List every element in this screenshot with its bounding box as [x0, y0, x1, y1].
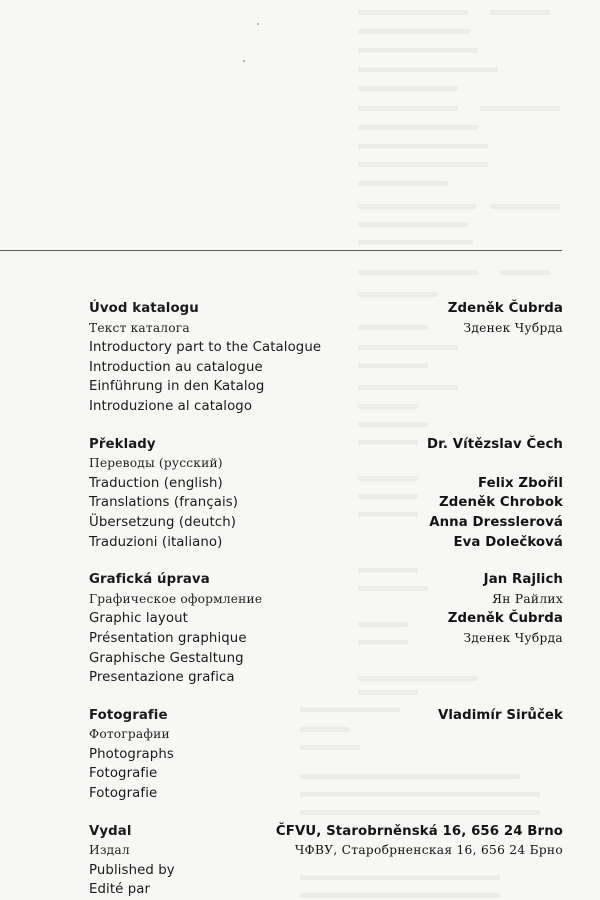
role-label-english: Published by [89, 862, 175, 878]
role-label-russian: Издал [89, 843, 130, 858]
credits-section-publisher [89, 822, 563, 900]
role-label-german: Fotografie [89, 766, 158, 782]
credit-name-cyrillic: Зденек Чубрда [463, 630, 563, 645]
credit-name: Eva Dolečková [453, 534, 563, 550]
section-heading: Úvod katalogu [89, 301, 199, 316]
credit-name: Felix Zbořil [477, 475, 563, 491]
credit-name: Anna Dresslerová [429, 514, 563, 530]
horizontal-divider [0, 250, 562, 251]
credits-section-photographs [89, 706, 563, 804]
credit-name: Zdeněk Čubrda [447, 611, 563, 627]
role-label-russian: Переводы (русский) [89, 456, 223, 471]
role-label-russian: Графическое оформление [89, 591, 263, 606]
role-label-german: Übersetzung (deutch) [89, 514, 237, 530]
section-heading: Fotografie [89, 707, 168, 723]
credit-name: Vladimír Sirůček [438, 707, 563, 723]
role-label-german: Graphische Gestaltung [89, 650, 244, 666]
role-labels [89, 706, 174, 804]
role-label-french: Translations (français) [89, 495, 239, 511]
role-labels [89, 570, 262, 688]
role-labels [89, 822, 175, 900]
role-label-italian: Introduzione al catalogo [89, 398, 253, 414]
role-label-russian: Фотографии [89, 727, 170, 742]
credits-section-introduction [89, 299, 563, 417]
role-label-italian: Fotografie [89, 786, 158, 802]
role-label-italian: Traduzioni (italiano) [89, 534, 223, 550]
credit-name: Zdeněk Čubrda [447, 301, 563, 316]
publisher-address-latin: ČFVU, Starobrněnská 16, 656 24 Brno [275, 823, 563, 839]
role-label-french: Présentation graphique [89, 630, 247, 646]
credit-names [427, 435, 563, 553]
credits-list [89, 299, 563, 900]
credit-names [448, 299, 563, 338]
credit-names [438, 706, 563, 726]
section-heading: Vydal [89, 823, 132, 839]
role-label-english: Photographs [89, 746, 174, 762]
publisher-address-cyrillic: ЧФВУ, Старобрненская 16, 656 24 Брно [294, 843, 563, 858]
credit-name: Jan Rajlich [483, 572, 563, 588]
role-label-english: Introductory part to the Catalogue [89, 340, 322, 356]
role-label-french: Introduction au catalogue [89, 359, 263, 375]
role-label-russian: Текст каталога [89, 320, 190, 335]
section-heading: Grafická úprava [89, 572, 210, 588]
role-labels [89, 299, 321, 417]
role-label-french: Edité par [89, 882, 151, 898]
role-label-german: Einführung in den Katalog [89, 379, 265, 395]
credit-name: Dr. Vítězslav Čech [426, 436, 563, 452]
role-label-english: Traduction (english) [89, 475, 223, 491]
credit-name-cyrillic: Зденек Чубрда [463, 320, 563, 335]
credits-section-translations [89, 435, 563, 553]
credit-name-cyrillic: Ян Райлих [492, 591, 563, 606]
section-heading: Překlady [89, 436, 156, 452]
credit-name: Zdeněk Chrobok [439, 495, 563, 511]
role-label-english: Graphic layout [89, 611, 188, 627]
role-label-italian: Presentazione grafica [89, 670, 235, 686]
publisher-address [276, 822, 563, 861]
role-labels [89, 435, 238, 553]
credits-section-graphic-layout [89, 570, 563, 688]
credit-names [448, 570, 563, 648]
